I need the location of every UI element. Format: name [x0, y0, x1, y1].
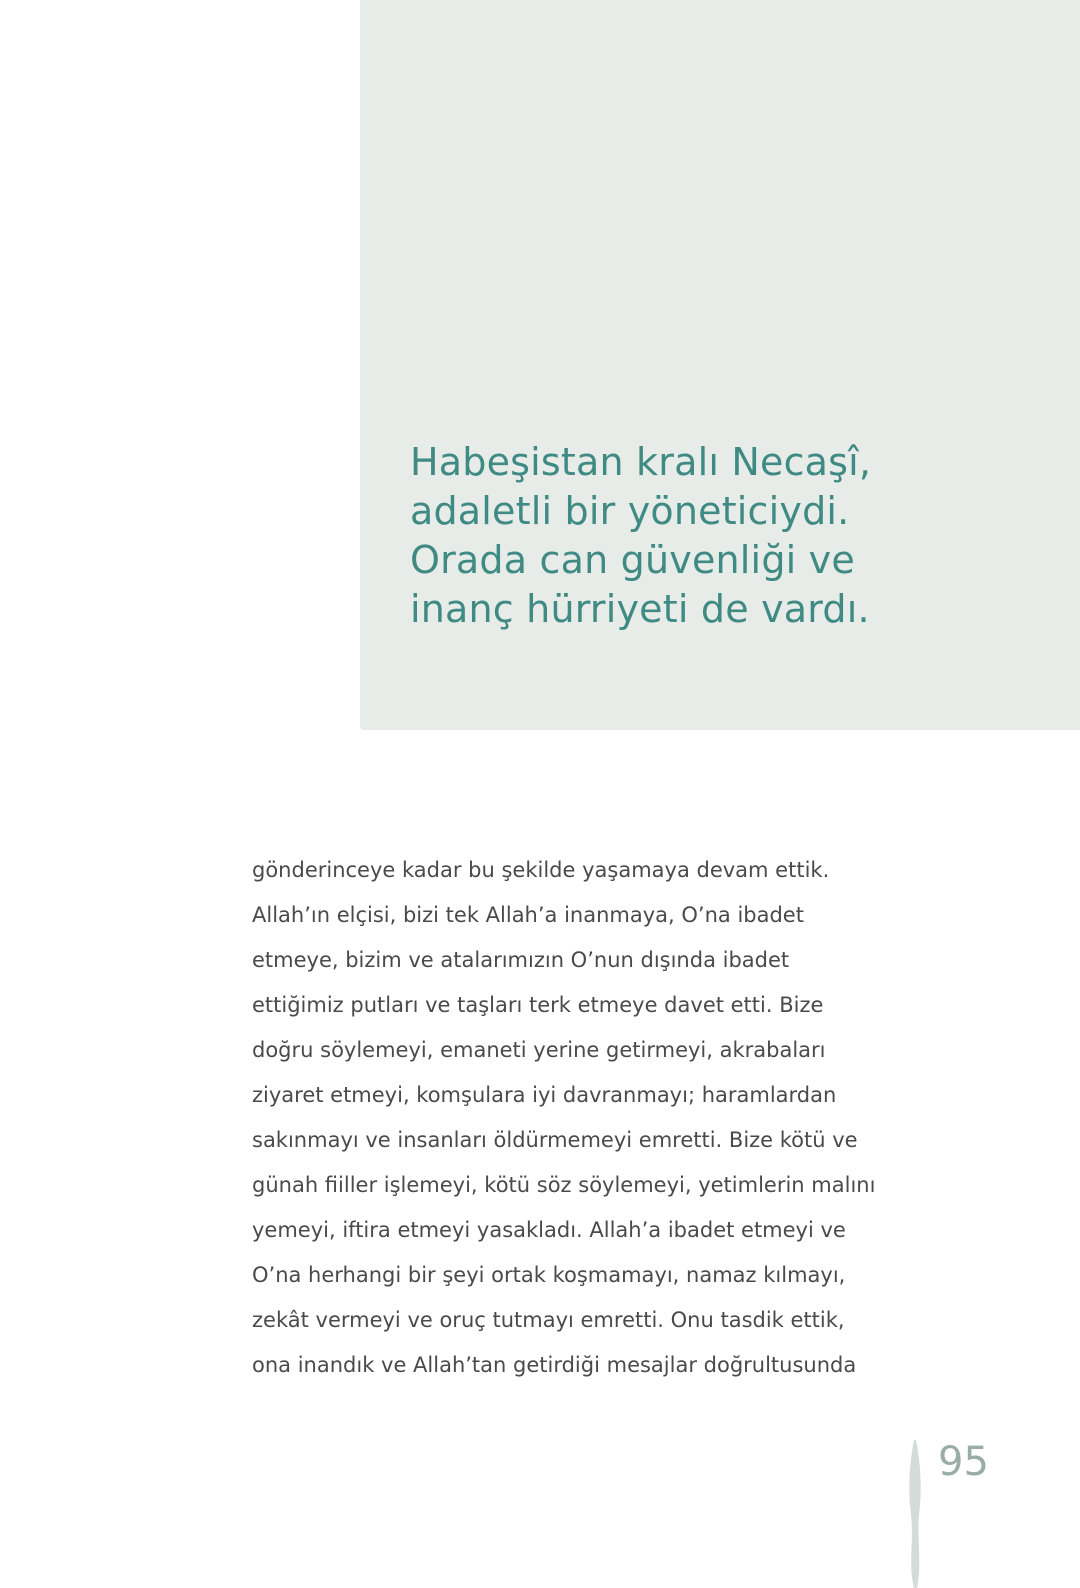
body-line: ona inandık ve Allah’tan getirdiği mesajlar doğrultusunda — [252, 1353, 857, 1377]
pull-quote-line: Orada can güvenliği ve — [410, 538, 855, 582]
body-line: etmeye, bizim ve atalarımızın O’nun dışında ibadet — [252, 948, 790, 972]
page-marker-ornament — [906, 1440, 934, 1588]
body-paragraph — [252, 848, 912, 1388]
body-line: Allah’ın elçisi, bizi tek Allah’a inanmaya, O’na ibadet — [252, 903, 804, 927]
body-line: ettiğimiz putları ve taşları terk etmeye davet etti. Bize — [252, 993, 824, 1017]
pull-quote — [410, 438, 910, 634]
body-line: gönderinceye kadar bu şekilde yaşamaya devam ettik. — [252, 858, 830, 882]
body-line: günah fiiller işlemeyi, kötü söz söylemeyi, yetimlerin malını — [252, 1173, 876, 1197]
body-line: O’na herhangi bir şeyi ortak koşmamayı, namaz kılmayı, — [252, 1263, 846, 1287]
body-line: zekât vermeyi ve oruç tutmayı emretti. Onu tasdik ettik, — [252, 1308, 845, 1332]
pull-quote-line: inanç hürriyeti de vardı. — [410, 587, 870, 631]
page-number: 95 — [938, 1439, 989, 1485]
body-line: ziyaret etmeyi, komşulara iyi davranmayı; haramlardan — [252, 1083, 837, 1107]
pull-quote-line: adaletli bir yöneticiydi. — [410, 489, 850, 533]
body-line: yemeyi, iftira etmeyi yasakladı. Allah’a ibadet etmeyi ve — [252, 1218, 846, 1242]
body-line: sakınmayı ve insanları öldürmemeyi emretti. Bize kötü ve — [252, 1128, 858, 1152]
body-line: doğru söylemeyi, emaneti yerine getirmeyi, akrabaları — [252, 1038, 826, 1062]
pull-quote-line: Habeşistan kralı Necaşî, — [410, 440, 872, 484]
